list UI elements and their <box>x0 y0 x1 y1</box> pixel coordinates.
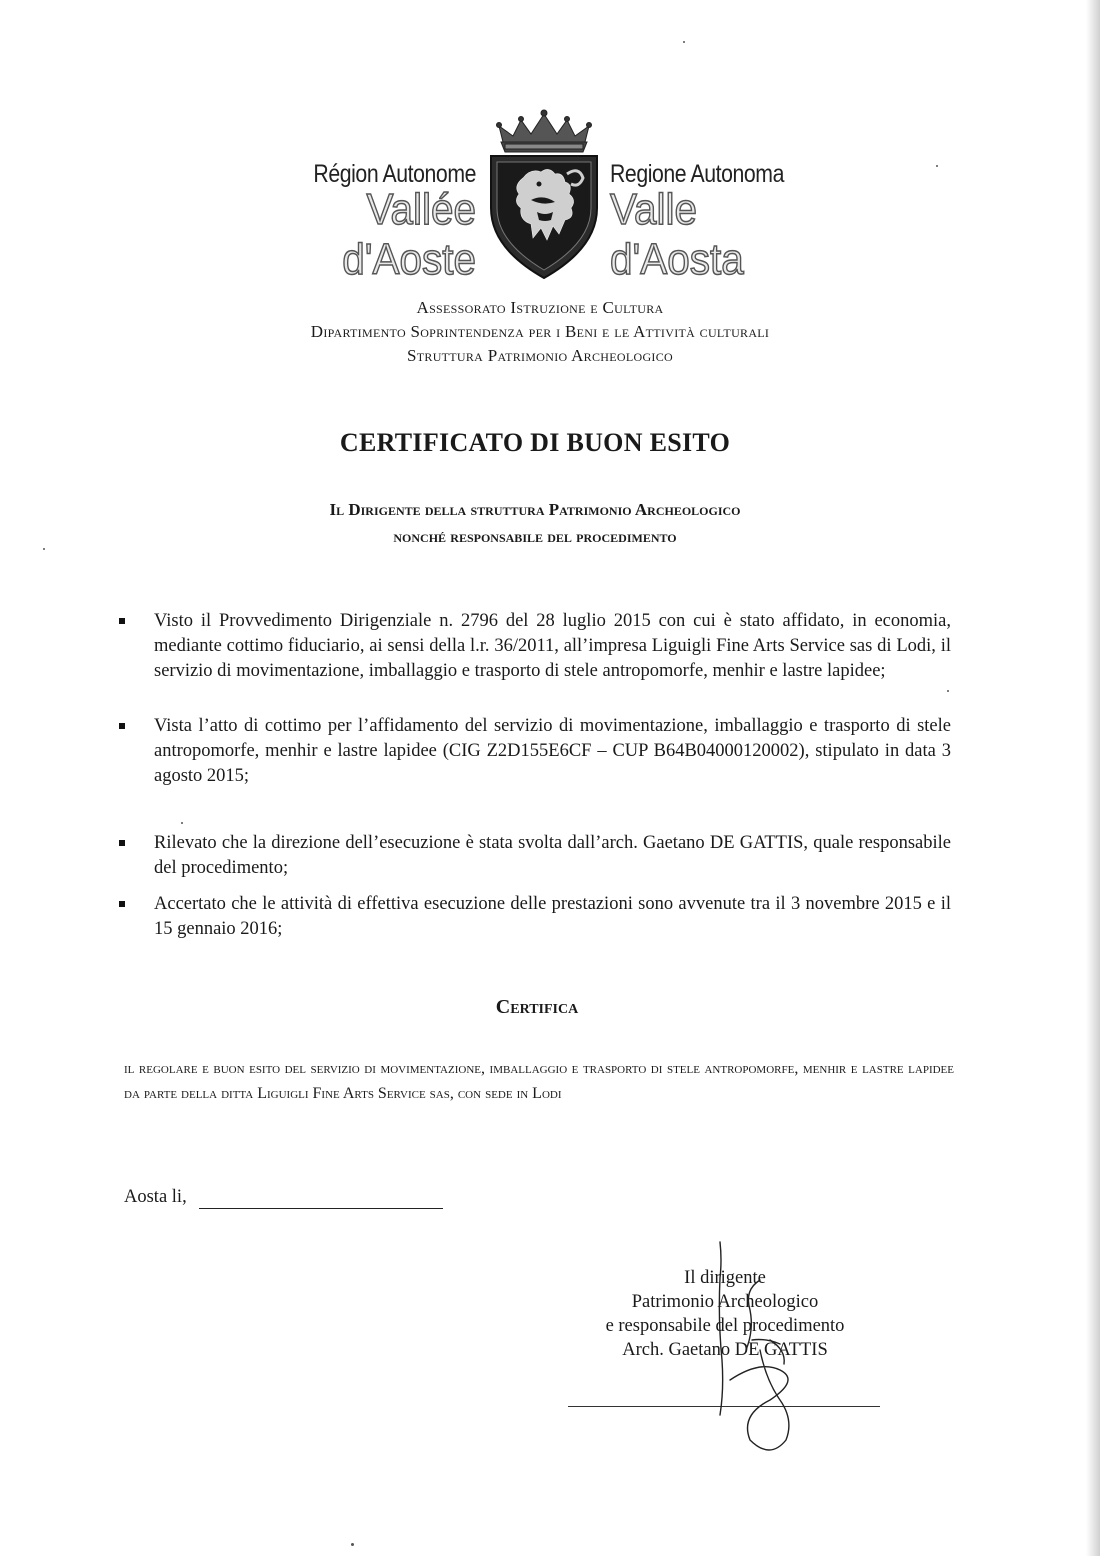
scan-speck <box>936 165 938 167</box>
bullet-item <box>123 714 951 789</box>
bullet-icon <box>119 840 125 846</box>
bullet-text: Accertato che le attività di effettiva esecuzione delle prestazioni sono avvenute tra il 3 novembre 2015 e il 15 gennaio 2016; <box>154 894 951 939</box>
coat-of-arms-lion-icon <box>483 108 605 280</box>
scan-speck <box>683 41 685 43</box>
logo-right <box>610 160 860 285</box>
signature-name: Arch. Gaetano DE GATTIS <box>622 1340 828 1360</box>
subtitle-line-2: nonché responsabile del procedimento <box>393 527 677 546</box>
bullet-text: Rilevato che la direzione dell’esecuzione è stata svolta dall’arch. Gaetano DE GATTIS, quale responsabile del procedimento; <box>154 833 951 878</box>
logo-left-big-text: Vallée d'Aoste <box>342 185 476 284</box>
bullet-icon <box>119 901 125 907</box>
bullet-icon <box>119 618 125 624</box>
bullet-text: Visto il Provvedimento Dirigenziale n. 2796 del 28 luglio 2015 con cui è stato affidato, in economia, mediante cottimo fiduciario, ai sensi della l.r. 36/2011, all’impresa Liguigli Fine Arts Service sas di Lodi, il servizio di movimentazione, imballaggio e trasporto di stele antropomorfe, menhir e lastre lapidee; <box>154 611 951 681</box>
logo-right-big-text: Valle d'Aosta <box>610 185 744 284</box>
subtitle-line-1: Il Dirigente della struttura Patrimonio Archeologico <box>329 500 741 519</box>
signature-responsibility: e responsabile del procedimento <box>605 1316 845 1336</box>
bullet-text: Vista l’atto di cottimo per l’affidamento del servizio di movimentazione, imballaggio e trasporto di stele antropomorfe, menhir e lastre lapidee (CIG Z2D155E6CF – CUP B64B04000120002), stipulato in data 3 agosto 2015; <box>154 716 951 786</box>
document-title: CERTIFICATO DI BUON ESITO <box>339 428 731 457</box>
handwritten-signature <box>690 1240 820 1460</box>
department-line-1: Assessorato Istruzione e Cultura <box>416 298 664 317</box>
date-blank-line <box>199 1208 443 1209</box>
certifica-heading: Certifica <box>495 996 579 1018</box>
department-line-3: Struttura Patrimonio Archeologico <box>407 346 673 365</box>
scan-speck <box>43 548 45 550</box>
bullet-item <box>123 831 951 881</box>
certifica-body: il regolare e buon esito del servizio di movimentazione, imballaggio e trasporto di stele antropomorfe, menhir e lastre lapidee da parte della ditta Liguigli Fine Arts Service sas, con sede in Lodi <box>124 1060 954 1102</box>
department-line-2: Dipartimento Soprintendenza per i Beni e le Attività culturali <box>310 322 770 341</box>
scan-edge <box>1086 0 1100 1556</box>
scan-speck <box>351 1543 354 1546</box>
logo-left <box>226 160 476 285</box>
bullet-item <box>123 609 951 684</box>
signature-role: Il dirigente <box>684 1268 766 1288</box>
signature-department: Patrimonio Archeologico <box>631 1292 819 1312</box>
scan-speck <box>181 822 183 824</box>
bullet-item <box>123 892 951 942</box>
logo-left-small-text: Région Autonome <box>313 160 476 188</box>
bullet-icon <box>119 723 125 729</box>
scan-speck <box>947 690 949 692</box>
logo-right-small-text: Regione Autonoma <box>610 160 784 188</box>
place-date-label: Aosta li, <box>124 1187 187 1207</box>
